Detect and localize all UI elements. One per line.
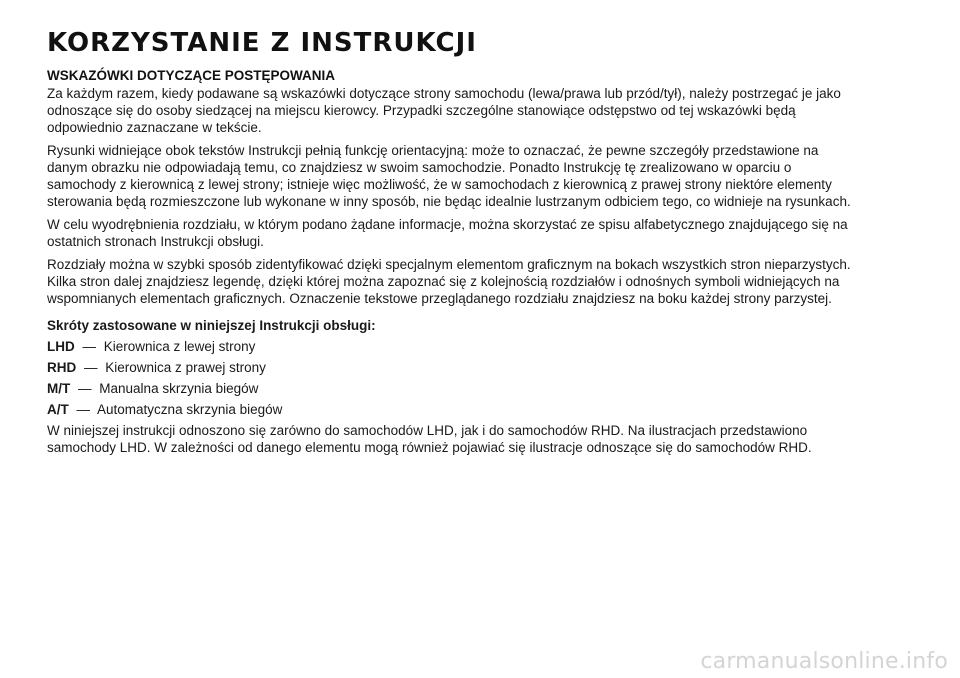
abbreviation-key: A/T bbox=[47, 402, 69, 417]
paragraph-illustrations: Rysunki widniejące obok tekstów Instrukcji pełnią funkcję orientacyjną: może to oznaczać, że pewne szczegóły przedstawione na danym obrazku nie odpowiadają temu, co znajdziesz w swoim samochodzie. Ponadto Instrukcję tę zrealizowano w oparciu o samochody z kierownicą z lewej strony; istnieje więc możliwość, że w samochodach z kierownicą z prawej strony niektóre elementy sterowania będą rozmieszczone lub wykonane w inny sposób, nie będąc idealnie lustrzanym odbiciem tego, co widnieje na rysunkach. bbox=[47, 143, 851, 209]
abbreviation-row bbox=[47, 338, 852, 355]
paragraph-chapters: Rozdziały można w szybki sposób zidentyfikować dzięki specjalnym elementom graficznym na bokach wszystkich stron nieparzystych. Kilka stron dalej znajdziesz legendę, dzięki której można zapoznać się z kolejnością rozdziałów i odnośnych symboli widniejących na wspomnianych elementach graficznych. Oznaczenie tekstowe przeglądanego rozdziału znajdziesz na boku każdej strony parzystej. bbox=[47, 257, 851, 306]
abbreviation-key: LHD bbox=[47, 339, 75, 354]
abbreviations-heading: Skróty zastosowane w niniejszej Instrukcji obsługi: bbox=[47, 318, 376, 333]
abbreviation-dash: — bbox=[84, 360, 98, 375]
abbreviation-desc: Kierownica z lewej strony bbox=[103, 339, 256, 354]
abbreviation-desc: Kierownica z prawej strony bbox=[105, 360, 266, 375]
page-title: KORZYSTANIE Z INSTRUKCJI bbox=[47, 28, 477, 58]
abbreviation-key: M/T bbox=[47, 381, 71, 396]
paragraph-orientation: Za każdym razem, kiedy podawane są wskazówki dotyczące strony samochodu (lewa/prawa lub przód/tył), należy postrzegać je jako odnoszące się do osoby siedzącej na miejscu kierowcy. Przypadki szczególne stanowiące odstępstwo od tej wskazówki będą odpowiednio zaznaczane w tekście. bbox=[47, 86, 841, 135]
abbreviation-row bbox=[47, 380, 852, 397]
document-page bbox=[47, 28, 852, 462]
abbreviation-dash: — bbox=[82, 339, 97, 354]
paragraph-index: W celu wyodrębnienia rozdziału, w którym podano żądane informacje, można skorzystać ze spisu alfabetycznego znajdującego się na ostatnich stronach Instrukcji obsługi. bbox=[47, 217, 848, 249]
section-title: WSKAZÓWKI DOTYCZĄCE POSTĘPOWANIA bbox=[47, 68, 335, 83]
abbreviation-row bbox=[47, 359, 852, 376]
abbreviation-row bbox=[47, 401, 852, 418]
watermark: carmanualsonline.info bbox=[700, 649, 948, 674]
abbreviation-desc: Manualna skrzynia biegów bbox=[99, 381, 259, 396]
paragraph-lhd-rhd: W niniejszej instrukcji odnoszono się zarówno do samochodów LHD, jak i do samochodów RHD. Na ilustracjach przedstawiono samochody LHD. W zależności od danego elementu mogą również pojawiać się ilustracje odnoszące się do samochodów RHD. bbox=[47, 423, 812, 455]
abbreviation-dash: — bbox=[76, 402, 91, 417]
abbreviation-key: RHD bbox=[47, 360, 77, 375]
abbreviation-desc: Automatyczna skrzynia biegów bbox=[97, 402, 283, 417]
abbreviation-dash: — bbox=[78, 381, 92, 396]
